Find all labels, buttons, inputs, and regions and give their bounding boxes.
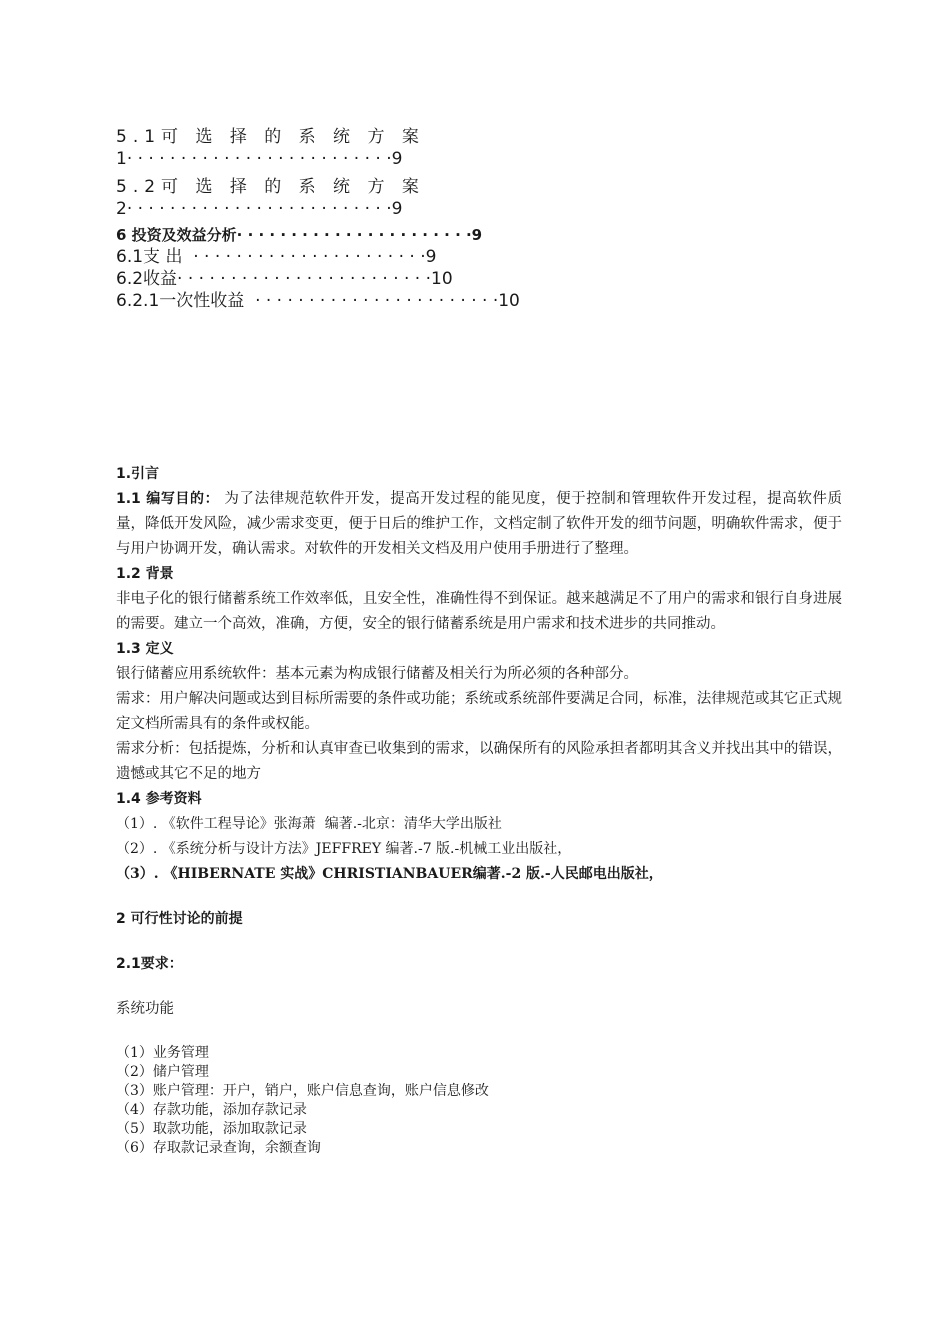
toc-entry[interactable] — [116, 268, 836, 290]
toc-entry-title: 5.2可 选 择 的 系 统 方 案 — [116, 177, 425, 197]
definition-3: 需求分析：包括提炼，分析和认真审查已收集到的需求，以确保所有的风险承担者都明其含义并找出其中的错误，遗憾或其它不足的地方 — [116, 741, 842, 782]
section-heading-intro: 1.引言 — [116, 466, 160, 482]
toc-entry-title: 6.2收益· · · · · · · · · · · · · · · · · · · · · · · ·10 — [116, 269, 453, 289]
section-heading-1-1: 1.1 编写目的： — [116, 491, 220, 507]
table-of-contents — [116, 124, 836, 312]
function-list-item: （6）存取款记录查询，余额查询 — [116, 1140, 321, 1156]
section-heading-2-1: 2.1要求： — [116, 956, 183, 972]
function-list-item: （3）账户管理：开户，销户，账户信息查询，账户信息修改 — [116, 1083, 489, 1099]
toc-entry[interactable] — [116, 224, 836, 246]
section-1-2-text: 非电子化的银行储蓄系统工作效率低，且安全性，准确性得不到保证。越来越满足不了用户的需求和银行自身进展的需要。建立一个高效，准确，方便，安全的银行储蓄系统是用户需求和技术进步的共同推动。 — [116, 591, 842, 632]
function-list-item: （2）储户管理 — [116, 1064, 209, 1080]
toc-entry[interactable] — [116, 246, 836, 268]
section-1-1-text: 为了法律规范软件开发，提高开发过程的能见度，便于控制和管理软件开发过程，提高软件质量，降低开发风险，减少需求变更，便于日后的维护工作，文档定制了软件开发的细节问题，明确软件需求，便于与用户协调开发，确认需求。对软件的开发相关文档及用户使用手册进行了整理。 — [116, 491, 842, 557]
reference-item: （3）. 《HIBERNATE 实战》CHRISTIANBAUER编著.-2 版.-人民邮电出版社， — [116, 866, 663, 882]
section-heading-1-2: 1.2 背景 — [116, 566, 174, 582]
function-list-item: （1）业务管理 — [116, 1045, 209, 1061]
toc-entry[interactable] — [116, 290, 836, 312]
section-heading-1-4: 1.4 参考资料 — [116, 791, 202, 807]
section-1-1-paragraph — [116, 487, 842, 562]
toc-entry-leader: 1· · · · · · · · · · · · · · · · · · · · · · · · ·9 — [116, 149, 403, 169]
toc-entry-title: 6.1支 出 · · · · · · · · · · · · · · · · · · · · · ·9 — [116, 247, 437, 267]
function-list-item: （5）取款功能，添加取款记录 — [116, 1121, 307, 1137]
system-functions-label: 系统功能 — [116, 1001, 174, 1017]
toc-entry-title: 6 投资及效益分析· · · · · · · · · · · · · · · · · · · · · ·9 — [116, 226, 483, 244]
toc-entry-title: 6.2.1一次性收益 · · · · · · · · · · · · · · · · · · · · · · ·10 — [116, 291, 520, 311]
section-heading-2: 2 可行性讨论的前提 — [116, 911, 243, 927]
reference-item: （1）. 《软件工程导论》张海萧 编著.-北京：清华大学出版社 — [116, 816, 502, 832]
definition-2: 需求：用户解决问题或达到目标所需要的条件或功能；系统或系统部件要满足合同，标准，法律规范或其它正式规定文档所需具有的条件或权能。 — [116, 691, 842, 732]
toc-entry[interactable] — [116, 176, 836, 220]
toc-entry-leader: 2· · · · · · · · · · · · · · · · · · · · · · · · ·9 — [116, 199, 403, 219]
definition-1: 银行储蓄应用系统软件：基本元素为构成银行储蓄及相关行为所必须的各种部分。 — [116, 666, 638, 682]
toc-entry-title: 5.1可 选 择 的 系 统 方 案 — [116, 127, 425, 147]
section-heading-1-3: 1.3 定义 — [116, 641, 174, 657]
function-list-item: （4）存款功能，添加存款记录 — [116, 1102, 307, 1118]
document-body — [116, 462, 842, 1158]
toc-entry[interactable] — [116, 126, 836, 170]
reference-item: （2）. 《系统分析与设计方法》JEFFREY 编著.-7 版.-机械工业出版社， — [116, 841, 572, 857]
